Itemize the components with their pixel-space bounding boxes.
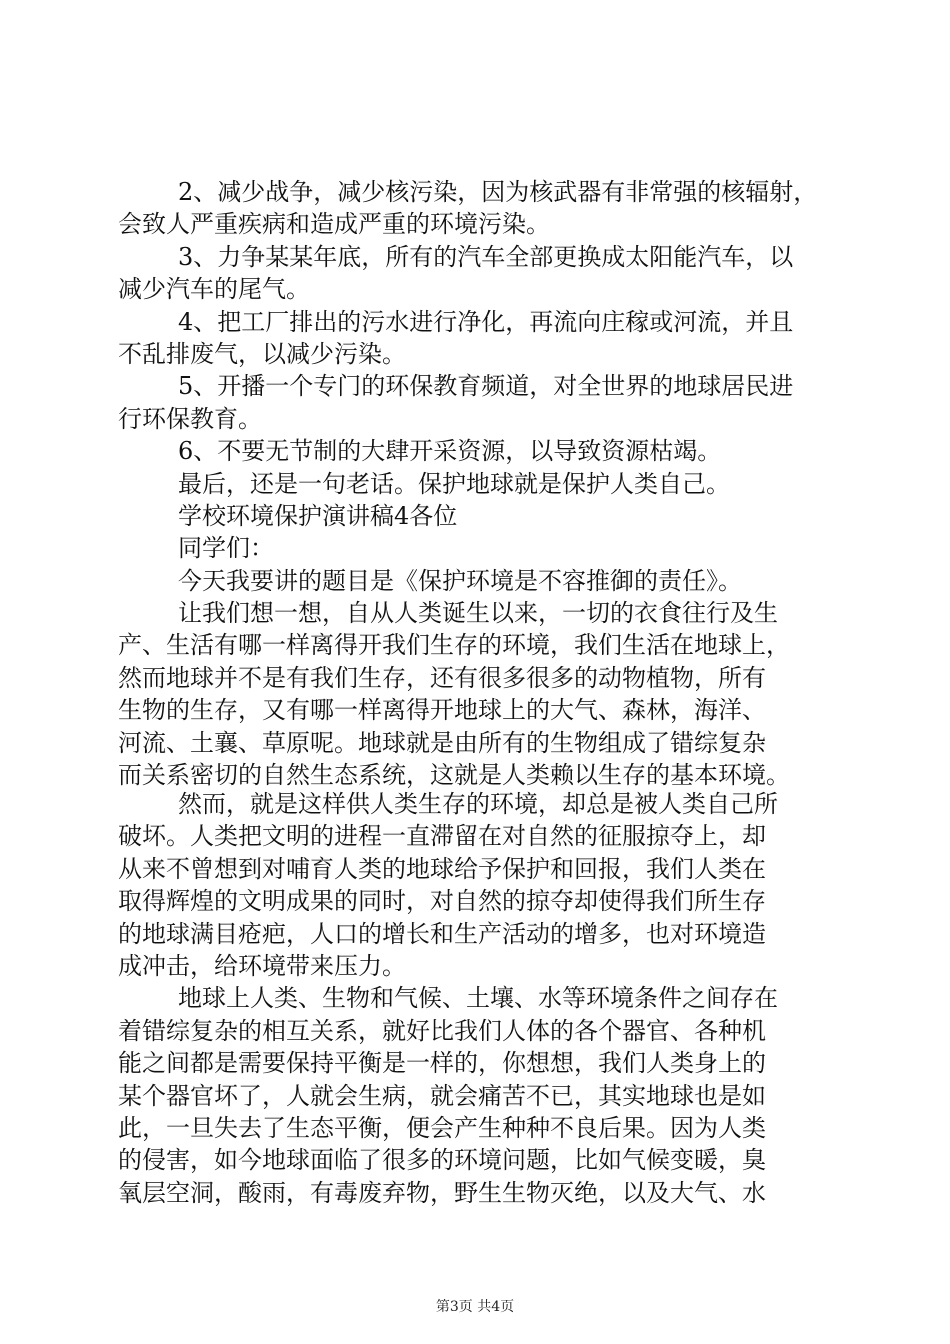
text-line: 从来不曾想到对哺育人类的地球给予保护和回报，我们人类在 <box>118 854 766 883</box>
text-line: 2、减少战争，减少核污染，因为核武器有非常强的核辐射， <box>178 178 818 206</box>
text-line: 而关系密切的自然生态系统，这就是人类赖以生存的基本环境。 <box>118 761 790 790</box>
text-line: 3、力争某某年底，所有的汽车全部更换成太阳能汽车，以 <box>178 242 794 271</box>
text-block-2 <box>118 788 838 1209</box>
text-line: 某个器官坏了，人就会生病，就会痛苦不已，其实地球也是如 <box>118 1081 766 1110</box>
text-block-1 <box>118 176 838 791</box>
text-line: 地球上人类、生物和气候、土壤、水等环境条件之间存在 <box>178 984 778 1013</box>
text-line: 5、开播一个专门的环保教育频道，对全世界的地球居民进 <box>178 372 794 401</box>
text-line: 氧层空洞，酸雨，有毒废弃物，野生生物灭绝，以及大气、水 <box>118 1178 766 1207</box>
text-line: 4、把工厂排出的污水进行净化，再流向庄稼或河流，并且 <box>178 307 794 336</box>
text-line: 成冲击，给环境带来压力。 <box>118 951 406 980</box>
text-line: 今天我要讲的题目是《保护环境是不容推御的责任》。 <box>178 566 742 595</box>
text-line: 能之间都是需要保持平衡是一样的，你想想，我们人类身上的 <box>118 1049 766 1078</box>
text-line: 此，一旦失去了生态平衡，便会产生种种不良后果。因为人类 <box>118 1113 766 1142</box>
text-line: 河流、土襄、草原呢。地球就是由所有的生物组成了错综复杂 <box>118 728 766 757</box>
text-line: 行环保教育。 <box>118 404 262 433</box>
text-line: 减少汽车的尾气。 <box>118 275 310 304</box>
text-line: 让我们想一想，自从人类诞生以来，一切的衣食往行及生 <box>178 599 778 628</box>
text-line: 的侵害，如今地球面临了很多的环境问题，比如气候变暖，臭 <box>118 1146 766 1175</box>
text-line: 会致人严重疾病和造成严重的环境污染。 <box>118 210 550 239</box>
text-line: 然而地球并不是有我们生存，还有很多很多的动物植物，所有 <box>118 663 766 692</box>
page-number: 第3页 共4页 <box>435 1299 515 1315</box>
text-line: 破坏。人类把文明的进程一直滞留在对自然的征服掠夺上，却 <box>118 822 766 851</box>
text-line: 着错综复杂的相互关系，就好比我们人体的各个器官、各种机 <box>118 1016 766 1045</box>
text-line: 然而，就是这样供人类生存的环境，却总是被人类自己所 <box>178 790 778 818</box>
text-line: 的地球满目疮疤，人口的增长和生产活动的增多，也对环境造 <box>118 919 766 948</box>
section-heading: 学校环境保护演讲稿4各位 <box>178 501 458 530</box>
text-line: 生物的生存，又有哪一样离得开地球上的大气、森林，海洋、 <box>118 696 766 725</box>
text-line: 取得辉煌的文明成果的同时，对自然的掠夺却使得我们所生存 <box>118 887 766 916</box>
text-line: 6、不要无节制的大肆开采资源，以导致资源枯竭。 <box>178 437 722 466</box>
text-line: 不乱排废气，以减少污染。 <box>118 339 406 368</box>
text-line: 同学们： <box>178 534 274 563</box>
text-line: 产、生活有哪一样离得开我们生存的环境，我们生活在地球上， <box>118 631 790 660</box>
text-line: 最后，还是一句老话。保护地球就是保护人类自己。 <box>178 469 730 498</box>
